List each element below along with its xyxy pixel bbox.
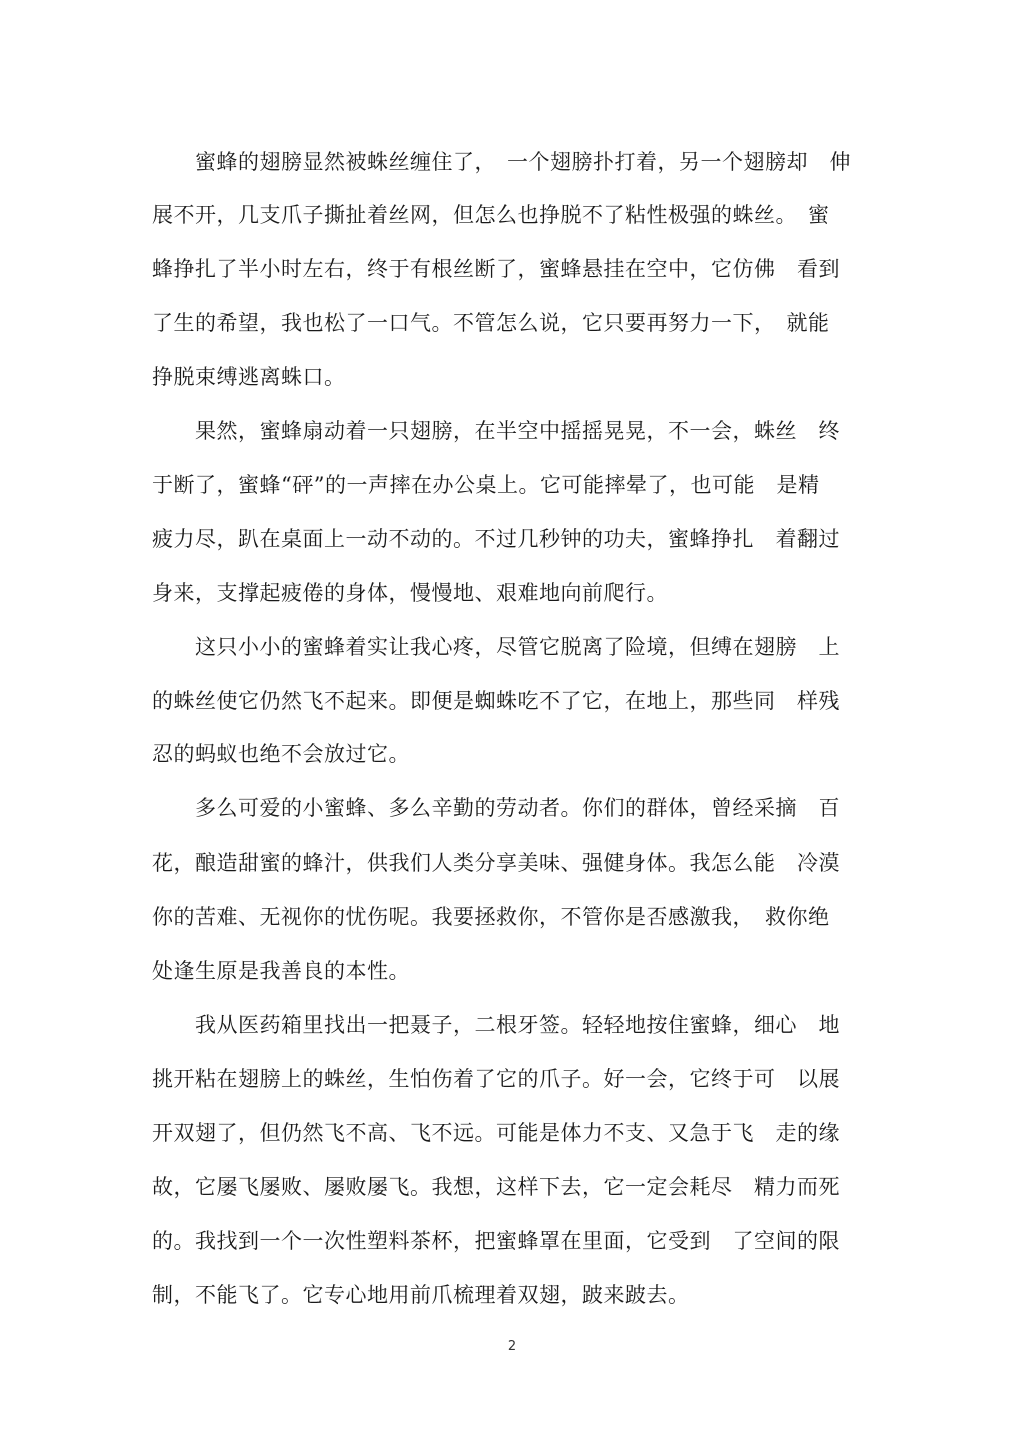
text-line: 蜂挣扎了半小时左右，终于有根丝断了，蜜蜂悬挂在空中，它仿佛 看到 [152, 257, 840, 281]
text-line: 蜜蜂的翅膀显然被蛛丝缠住了， 一个翅膀扑打着，另一个翅膀却 伸 [152, 150, 851, 174]
text-line: 忍的蚂蚁也绝不会放过它。 [152, 742, 410, 766]
text-line: 我从医药箱里找出一把聂子，二根牙签。轻轻地按住蜜蜂，细心 地 [152, 1013, 840, 1037]
text-line: 身来，支撑起疲倦的身体，慢慢地、艰难地向前爬行。 [152, 581, 668, 605]
text-line: 这只小小的蜜蜂着实让我心疼，尽管它脱离了险境，但缚在翅膀 上 [152, 635, 840, 659]
text-line: 处逢生原是我善良的本性。 [152, 959, 410, 983]
text-line: 多么可爱的小蜜蜂、多么辛勤的劳动者。你们的群体，曾经采摘 百 [152, 796, 840, 820]
text-line: 制，不能飞了。它专心地用前爪梳理着双翅，跛来跛去。 [152, 1283, 690, 1307]
text-line: 你的苦难、无视你的忧伤呢。我要拯救你，不管你是否感激我， 救你绝 [152, 905, 830, 929]
text-line: 开双翅了，但仍然飞不高、飞不远。可能是体力不支、又急于飞 走的缘 [152, 1121, 840, 1145]
text-line: 花，酿造甜蜜的蜂汁，供我们人类分享美味、强健身体。我怎么能 冷漠 [152, 851, 840, 875]
text-line: 了生的希望，我也松了一口气。不管怎么说，它只要再努力一下， 就能 [152, 311, 830, 335]
text-line: 挣脱束缚逃离蛛口。 [152, 365, 346, 389]
text-line: 的蛛丝使它仍然飞不起来。即便是蜘蛛吃不了它，在地上，那些同 样残 [152, 689, 840, 713]
text-line: 疲力尽，趴在桌面上一动不动的。不过几秒钟的功夫，蜜蜂挣扎 着翻过 [152, 527, 840, 551]
text-line: 于断了，蜜蜂“砰”的一声摔在办公桌上。它可能摔晕了，也可能 是精 [152, 473, 820, 497]
text-line: 的。我找到一个一次性塑料茶杯，把蜜蜂罩在里面，它受到 了空间的限 [152, 1229, 840, 1253]
text-line: 故，它屡飞屡败、屡败屡飞。我想，这样下去，它一定会耗尽 精力而死 [152, 1175, 840, 1199]
page-number: 2 [507, 1339, 517, 1354]
text-line: 果然，蜜蜂扇动着一只翅膀，在半空中摇摇晃晃，不一会，蛛丝 终 [152, 419, 840, 443]
text-line: 挑开粘在翅膀上的蛛丝，生怕伤着了它的爪子。好一会，它终于可 以展 [152, 1067, 840, 1091]
text-line: 展不开，几支爪子撕扯着丝网，但怎么也挣脱不了粘性极强的蛛丝。 蜜 [152, 203, 830, 227]
